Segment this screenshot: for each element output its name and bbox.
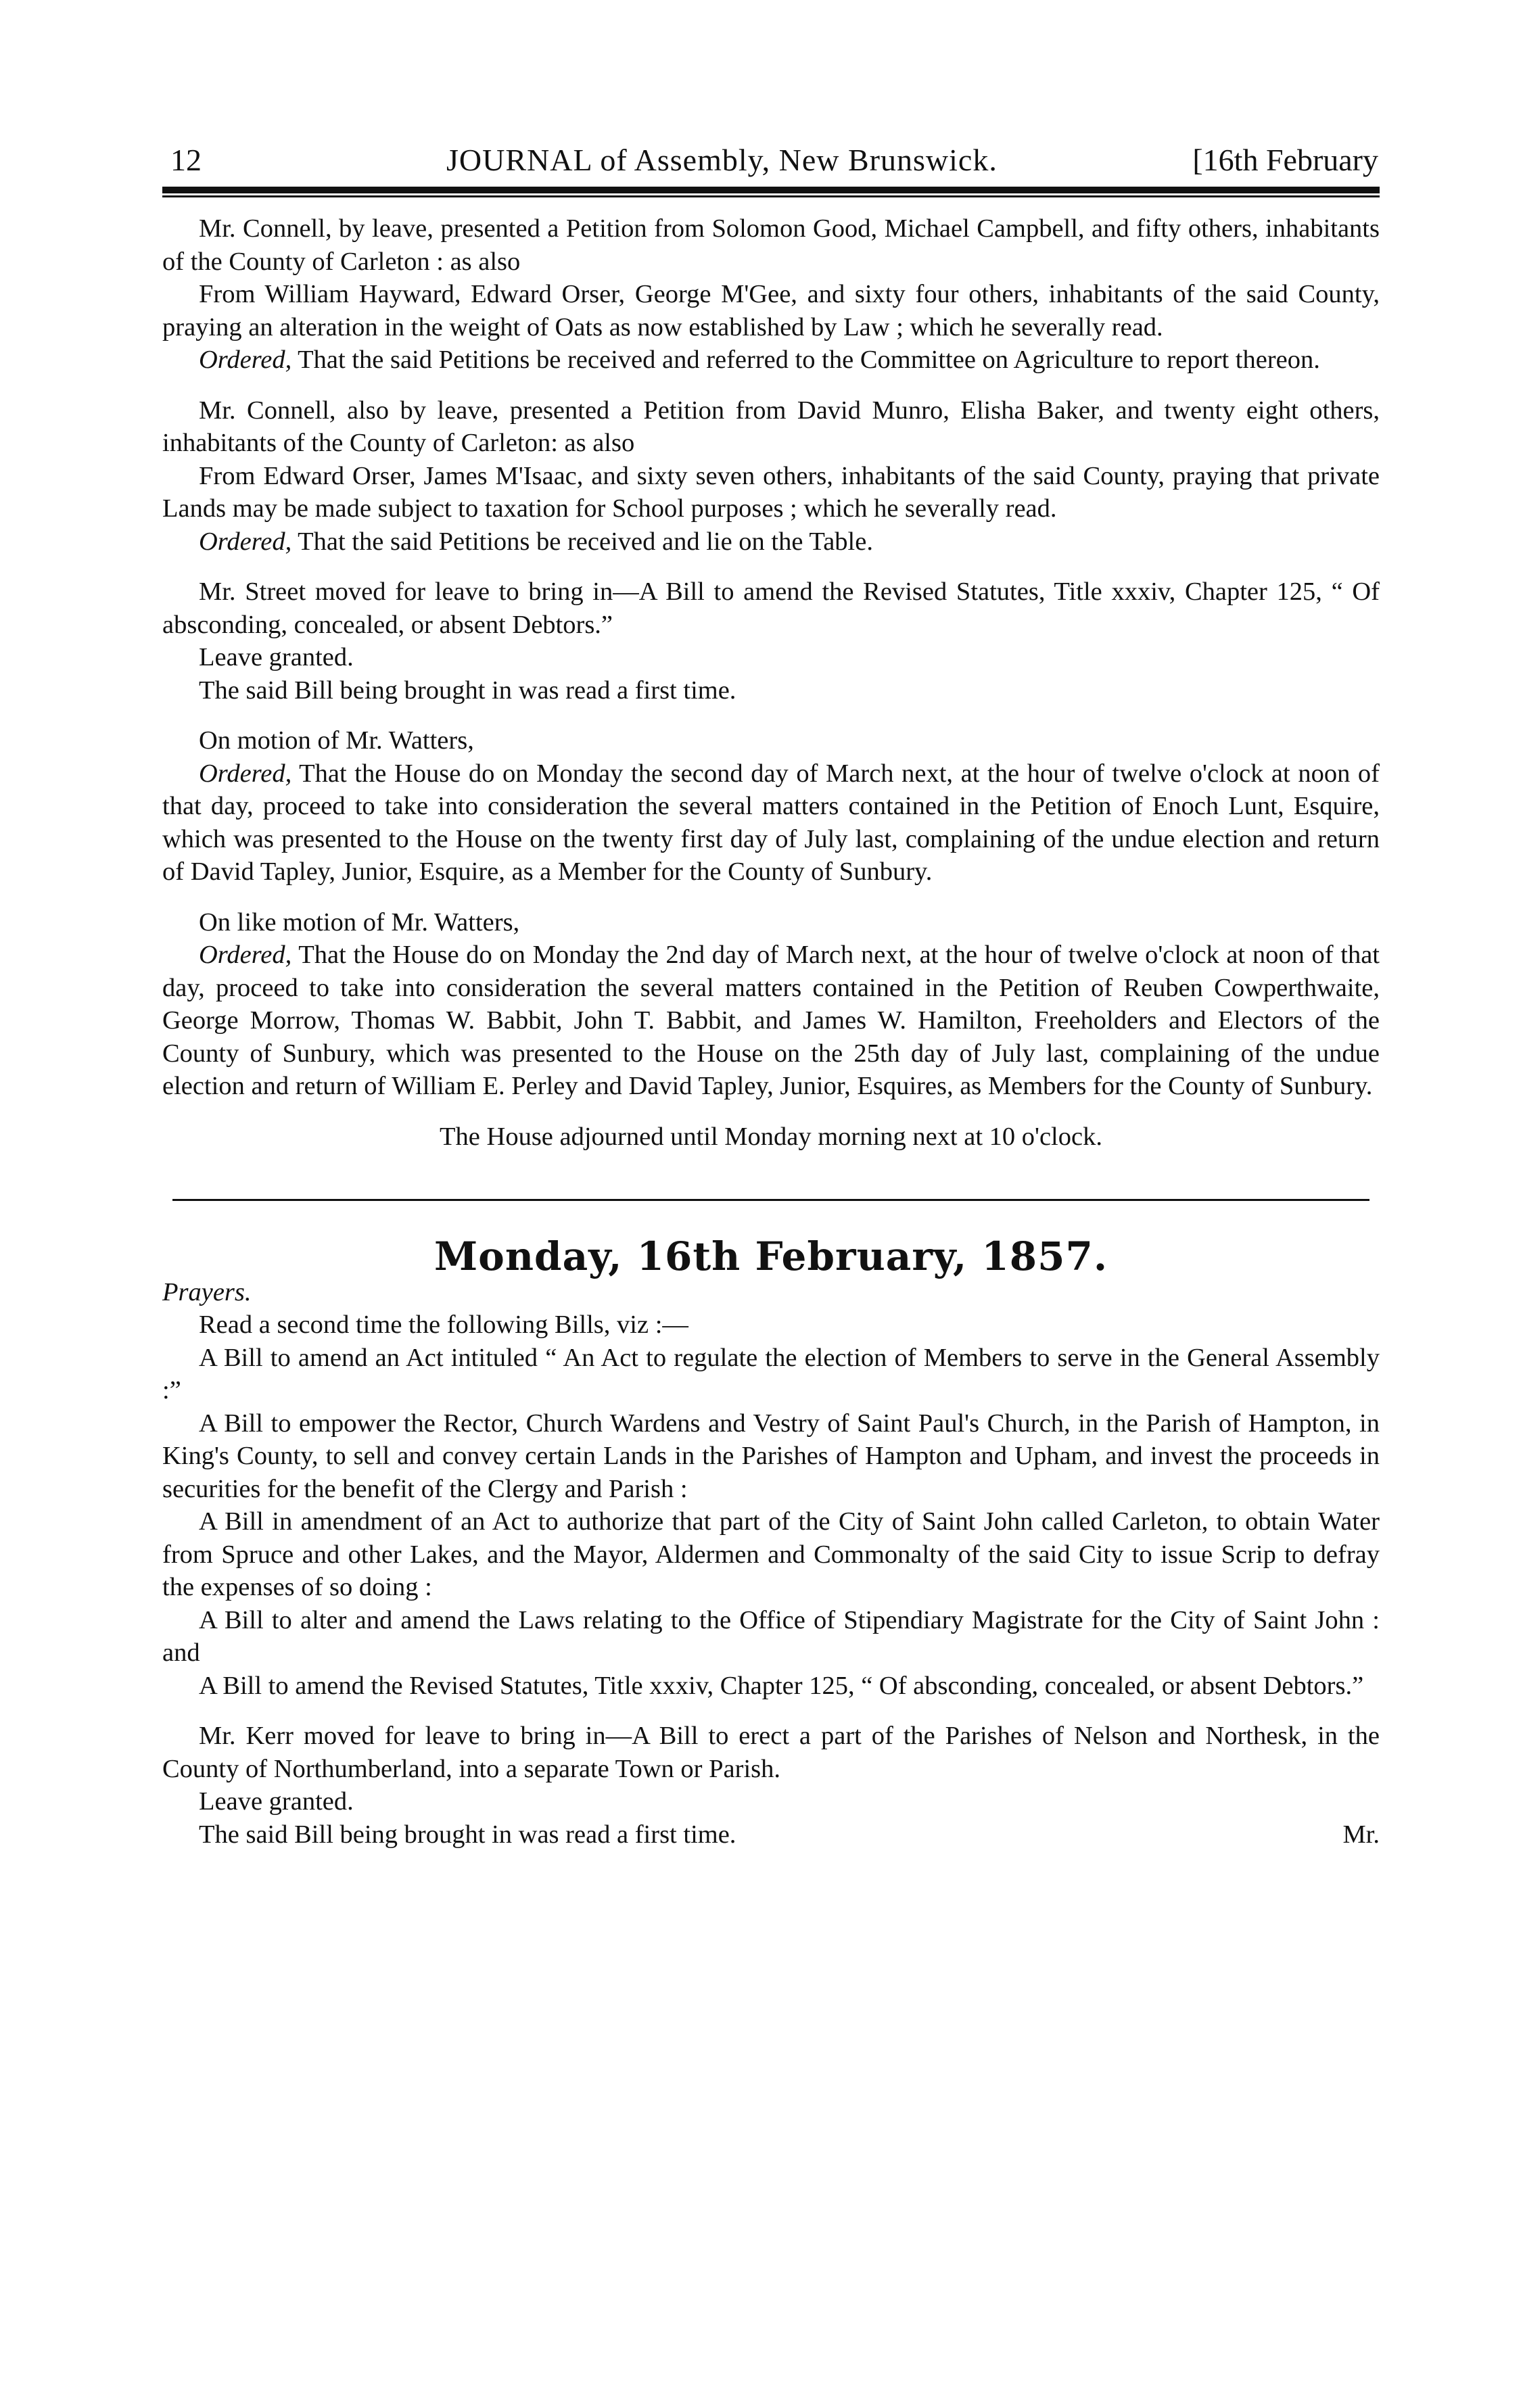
page-number: 12 — [170, 143, 202, 177]
entry-kerr-first-reading — [162, 1818, 1380, 1851]
entry-connell-second-petition: Mr. Connell, also by leave, presented a Petition from David Munro, Elisha Baker, and twenty eight others, inhabitants of the County of Carleton: as also — [162, 396, 1380, 457]
first-reading-text: The said Bill being brought in was read a first time. — [199, 1820, 736, 1849]
bill-item: A Bill to amend the Revised Statutes, Title xxxiv, Chapter 125, “ Of absconding, concealed, or absent Debtors.” — [199, 1671, 1364, 1700]
order-text: That the said Petitions be received and lie on the Table. — [291, 527, 873, 556]
entry-kerr-motion: Mr. Kerr moved for leave to bring in—A Bill to erect a part of the Parishes of Nelson and Northesk, in the County of Northumberland, into a separate Town or Parish. — [162, 1722, 1380, 1783]
entry-connell-second-petition-cont: From Edward Orser, James M'Isaac, and sixty seven others, inhabitants of the said County, praying that private Lands may be made subject to taxation for School purposes ; which he severally read. — [162, 461, 1380, 523]
entry-watters-second-motion: On like motion of Mr. Watters, — [199, 907, 520, 937]
header-rule-thin — [162, 195, 1380, 197]
ordered-label: Ordered, — [199, 527, 292, 556]
bill-item: A Bill in amendment of an Act to authorize that part of the City of Saint John called Carleton, to obtain Water from Spruce and other Lakes, and the Mayor, Aldermen and Commonalty of the said City to issue Scrip to defray the expenses of so doing : — [162, 1507, 1380, 1601]
entry-connell-second-order — [162, 525, 1380, 559]
entry-kerr-leave: Leave granted. — [199, 1787, 354, 1816]
day-heading: Monday, 16th February, 1857. — [434, 1233, 1108, 1279]
ordered-label: Ordered, — [199, 941, 292, 969]
entry-connell-petition-cont: From William Hayward, Edward Orser, George M'Gee, and sixty four others, inhabitants of the said County, praying an alteration in the weight of Oats as now established by Law ; which he severally read. — [162, 280, 1380, 341]
journal-title: JOURNAL of Assembly, New Brunswick. — [446, 143, 998, 177]
proceedings-text — [162, 212, 1380, 1851]
section-divider — [172, 1199, 1369, 1201]
bills-intro: Read a second time the following Bills, viz :— — [199, 1311, 688, 1339]
running-header — [162, 128, 1380, 183]
ordered-label: Ordered, — [199, 346, 292, 374]
order-text: That the House do on Monday the second day of March next, at the hour of twelve o'clock at noon of that day, proceed to take into consideration the several matters contained in the Petition of Enoch Lunt, Esquire, which was presented to the House on the twenty first day of July last, complaining of the undue election and return of David Tapley, Junior, Esquire, as a Member for the County of Sunbury. — [162, 759, 1380, 886]
ordered-label: Ordered, — [199, 759, 292, 788]
entry-street-motion: Mr. Street moved for leave to bring in—A Bill to amend the Revised Statutes, Title xxxiv, Chapter 125, “ Of absconding, concealed, or absent Debtors.” — [162, 577, 1380, 639]
adjournment-line: The House adjourned until Monday morning next at 10 o'clock. — [440, 1122, 1102, 1151]
entry-connell-petition: Mr. Connell, by leave, presented a Petition from Solomon Good, Michael Campbell, and fifty others, inhabitants of the County of Carleton : as also — [162, 214, 1380, 276]
entry-watters-second-order — [162, 939, 1380, 1103]
bill-item: A Bill to amend an Act intituled “ An Act to regulate the election of Members to serve in the General Assembly :” — [162, 1343, 1380, 1404]
entry-street-first-reading: The said Bill being brought in was read a first time. — [199, 676, 736, 705]
journal-page — [162, 128, 1380, 1851]
bill-item: A Bill to alter and amend the Laws relating to the Office of Stipendiary Magistrate for the City of Saint John : and — [162, 1605, 1380, 1667]
catchword: Mr. — [1342, 1820, 1380, 1849]
entry-watters-motion: On motion of Mr. Watters, — [199, 726, 474, 755]
header-rule-heavy — [162, 187, 1380, 193]
entry-watters-order — [162, 757, 1380, 889]
entry-connell-order — [162, 344, 1380, 377]
order-text: That the House do on Monday the 2nd day of March next, at the hour of twelve o'clock at noon of that day, proceed to take into consideration the several matters contained in the Petition of Reuben Cowperthwaite, George Morrow, Thomas W. Babbit, John T. Babbit, and James W. Hamilton, Freeholders and Electors of the County of Sunbury, which was presented to the House on the 25th day of July last, complaining of the undue election and return of William E. Perley and David Tapley, Junior, Esquires, as Members for the County of Sunbury. — [162, 941, 1380, 1100]
entry-street-leave: Leave granted. — [199, 643, 354, 671]
prayers-line: Prayers. — [162, 1277, 252, 1306]
order-text: That the said Petitions be received and referred to the Committee on Agriculture to report thereon. — [291, 346, 1320, 374]
header-date: [16th February — [1192, 143, 1378, 177]
bill-item: A Bill to empower the Rector, Church Wardens and Vestry of Saint Paul's Church, in the Parish of Hampton, in King's County, to sell and convey certain Lands in the Parishes of Hampton and Upham, and invest the proceeds in securities for the benefit of the Clergy and Parish : — [162, 1409, 1380, 1503]
